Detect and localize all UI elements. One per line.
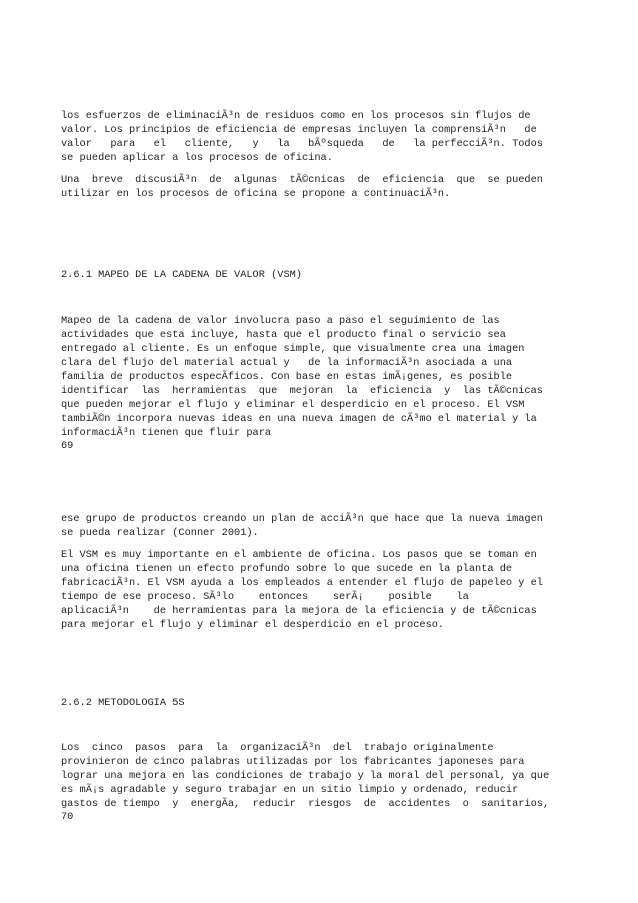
text-line: tambiÃ©n incorpora nuevas ideas en una nueva imagen de cÃ³mo el material y la <box>61 413 537 425</box>
text-line: valor. Los principios de eficiencia de empresas incluyen la comprensiÃ³n de <box>61 124 537 136</box>
text-line: actividades que esta incluye, hasta que el producto final o servicio sea <box>61 329 506 341</box>
text-line: El VSM es muy importante en el ambiente de oficina. Los pasos que se toman en <box>61 549 537 561</box>
text-line: provinieron de cinco palabras utilizadas por los fabricantes japoneses para <box>61 756 525 768</box>
text-line: tiempo de ese proceso. SÃ³lo entonces serÃ¡ posible la <box>61 591 469 603</box>
section-heading: 2.6.2 METODOLOGIA 5S <box>61 697 185 709</box>
page-number: 69 <box>61 440 74 452</box>
page-number: 70 <box>61 811 74 823</box>
text-line: Mapeo de la cadena de valor involucra paso a paso el seguimiento de las <box>61 315 500 327</box>
text-line: familia de productos especÃficos. Con base en estas imÃ¡genes, es posible <box>61 371 513 383</box>
section-heading: 2.6.1 MAPEO DE LA CADENA DE VALOR (VSM) <box>61 269 302 281</box>
text-line: aplicaciÃ³n de herramientas para la mejora de la eficiencia y de tÃ©cnicas <box>61 605 537 617</box>
text-line: fabricaciÃ³n. El VSM ayuda a los empleados a entender el flujo de papeleo y el <box>61 577 543 589</box>
text-line: informaciÃ³n tienen que fluir para <box>61 427 272 439</box>
text-line: utilizar en los procesos de oficina se propone a continuaciÃ³n. <box>61 188 451 200</box>
text-line: para mejorar el flujo y eliminar el desperdicio en el proceso. <box>61 619 445 631</box>
text-line: identificar las herramientas que mejoran la eficiencia y las tÃ©cnicas <box>61 385 543 397</box>
text-line: gastos de tiempo y energÃa, reducir riesgos de accidentes o sanitarios, <box>61 798 550 810</box>
text-line: clara del flujo del material actual y de la informaciÃ³n asociada a una <box>61 357 513 369</box>
text-line: los esfuerzos de eliminaciÃ³n de residuos como en los procesos sin flujos de <box>61 110 531 122</box>
text-line: se pueda realizar (Conner 2001). <box>61 527 259 539</box>
text-line: se pueden aplicar a los procesos de oficina. <box>61 152 333 164</box>
text-line: es mÃ¡s agradable y seguro trabajar en un sitio limpio y ordenado, reducir <box>61 784 519 796</box>
text-line: ese grupo de productos creando un plan de acciÃ³n que hace que la nueva imagen <box>61 513 543 525</box>
text-line: valor para el cliente, y la bÃºsqueda de la perfecciÃ³n. Todos <box>61 138 543 150</box>
text-line: Una breve discusiÃ³n de algunas tÃ©cnicas de eficiencia que se pueden <box>61 174 543 186</box>
text-line: Los cinco pasos para la organizaciÃ³n del trabajo originalmente <box>61 742 494 754</box>
text-line: lograr una mejora en las condiciones de trabajo y la moral del personal, ya que <box>61 770 550 782</box>
text-line: que pueden mejorar el flujo y eliminar el desperdicio en el proceso. El VSM <box>61 399 525 411</box>
text-line: una oficina tienen un efecto profundo sobre lo que sucede en la planta de <box>61 563 513 575</box>
text-line: entregado al cliente. Es un enfoque simple, que visualmente crea una imagen <box>61 343 525 355</box>
